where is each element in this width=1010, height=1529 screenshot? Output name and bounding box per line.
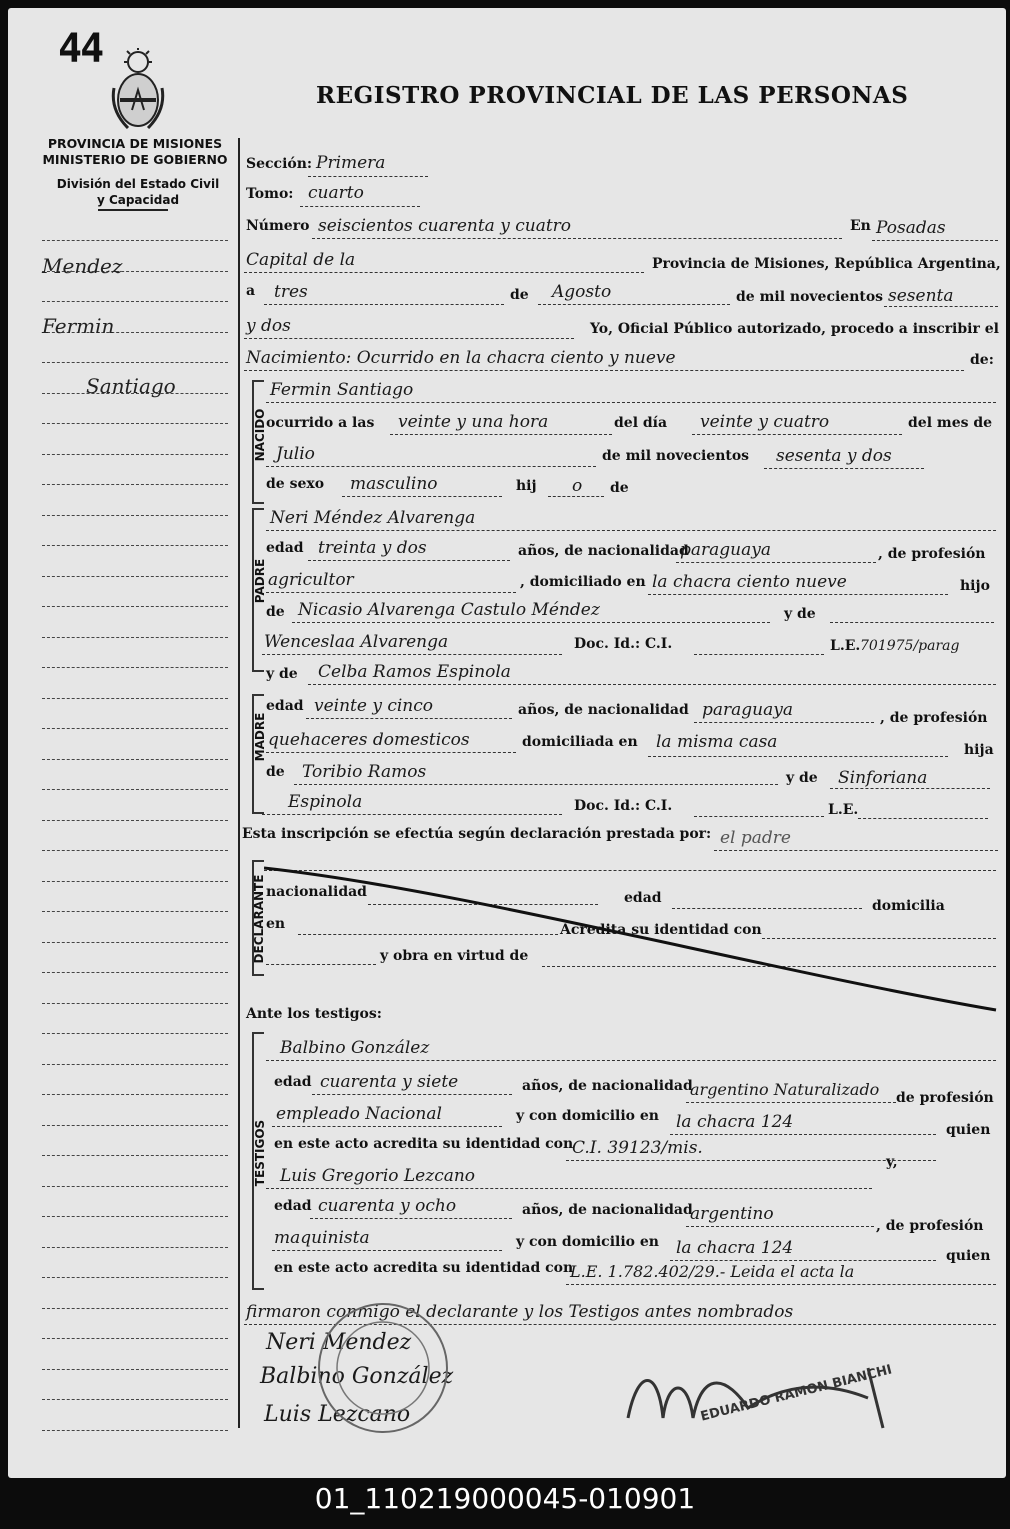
margin-rule-line [42,423,228,424]
cross-out-line [264,860,998,1020]
official-seal-stamp [308,1298,458,1438]
margin-rule-line [42,1155,228,1156]
label-padre-hijo: hijo [960,578,990,594]
value-numero: seiscientos cuarenta y cuatro [318,216,572,236]
margin-rule-line [42,362,228,363]
margin-rule-line [42,850,228,851]
margin-rule-line [42,1338,228,1339]
value-madre-nombre: Celba Ramos Espinola [318,662,511,682]
label-hij: hij [516,478,537,494]
label-t2-acredita: en este acto acredita su identidad con [274,1260,574,1276]
value-madre-de: Toribio Ramos [302,762,427,782]
value-padre-de: Nicasio Alvarenga Castulo Méndez [298,600,600,620]
header-line-1: PROVINCIA DE MISIONES [47,136,223,151]
label-tomo: Tomo: [246,186,294,202]
margin-rule-line [42,1033,228,1034]
value-t1-nombre: Balbino González [280,1038,430,1058]
value-hij: o [572,476,583,496]
margin-rule-line [42,545,228,546]
label-t2-profesion: , de profesión [876,1218,984,1234]
label-madre-profesion: , de profesión [880,710,988,726]
value-t2-edad: cuarenta y ocho [318,1196,457,1216]
value-nombre: Fermin Santiago [270,380,414,400]
label-t1-acredita: en este acto acredita su identidad con [274,1136,574,1152]
value-tomo: cuarto [308,183,364,203]
value-declarante: el padre [720,828,791,848]
label-t1-quien: quien [946,1122,991,1138]
label-decl-nacionalidad: nacionalidad [266,884,367,900]
label-decl-acredita: Acredita su identidad con [560,922,762,938]
value-madre-y-de: Sinforiana [838,768,928,788]
header-block [40,136,230,168]
margin-rule-line [42,667,228,668]
value-mes-nac: Julio [276,444,315,464]
label-padre-le: L.E. [830,638,861,654]
margin-surname: Mendez [42,254,123,278]
official-name-stamp: EDUARDO RAMON BIANCHI [699,1362,894,1425]
label-numero: Número [246,218,310,234]
margin-rule-line [42,1308,228,1309]
label-padre-edad: edad [266,540,304,556]
margin-rule-line [42,972,228,973]
signature-testigo-2: Luis Lezcano [264,1402,411,1427]
label-seccion: Sección: [246,156,313,172]
margin-rule-line [42,1369,228,1370]
margin-name-2: Santiago [86,374,176,398]
label-madre-nacionalidad: años, de nacionalidad [518,702,689,718]
label-decl-domicilia: domicilia [872,898,945,914]
label-madre-edad: edad [266,698,304,714]
label-madre-de: de [266,764,285,780]
margin-rule-line [42,1186,228,1187]
value-t1-prof: empleado Nacional [276,1104,442,1124]
label-padre-nacionalidad: años, de nacionalidad [518,543,689,559]
value-en: Posadas [876,218,946,238]
value-madre-prof: quehaceres domesticos [268,730,470,750]
header-line-2: MINISTERIO DE GOBIERNO [42,152,228,167]
value-anio-1: sesenta [888,286,954,306]
margin-rule-line [42,1399,228,1400]
margin-rule-line [42,1216,228,1217]
label-madre-doc-id: Doc. Id.: C.I. [574,798,673,814]
coat-of-arms-icon [108,48,168,132]
value-padre-prof: agricultor [268,570,354,590]
label-decl-edad: edad [624,890,662,906]
value-madre-nac: paraguaya [702,700,793,720]
margin-name-1: Fermin [42,314,115,338]
margin-rule-line [42,1064,228,1065]
label-t1-edad: edad [274,1074,312,1090]
label-madre-domiciliada: domiciliada en [522,734,638,750]
value-dia: tres [274,282,308,302]
document-title: REGISTRO PROVINCIAL DE LAS PERSONAS [316,82,909,109]
margin-rule-line [42,942,228,943]
label-de-padres: de [610,480,629,496]
value-padre-dom: la chacra ciento nueve [652,572,847,592]
margin-divider [238,138,240,1428]
header-line-3: División del Estado Civil [56,177,220,191]
value-hora: veinte y una hora [398,412,549,432]
value-cierre: firmaron conmigo el declarante y los Testigos antes nombrados [246,1302,794,1322]
value-t1-edad: cuarenta y siete [320,1072,459,1092]
value-seccion: Primera [316,153,386,173]
image-identifier: 01_110219000045-010901 [314,1482,696,1515]
margin-rule-line [42,606,228,607]
label-t2-quien: quien [946,1248,991,1264]
label-madre-hija: hija [964,742,994,758]
margin-rule-line [42,454,228,455]
label-madre-y-de: y de [266,666,298,682]
margin-rule-line [42,1125,228,1126]
header-line-4: y Capacidad [96,193,180,207]
label-t1-domicilio: y con domicilio en [516,1108,659,1124]
value-t1-doc: C.I. 39123/mis. [572,1138,703,1158]
label-mil-novecientos: de mil novecientos [736,289,884,305]
margin-rule-line [42,576,228,577]
label-t1-nacionalidad: años, de nacionalidad [522,1078,693,1094]
margin-rule-line [42,1003,228,1004]
value-madre-de-2: Espinola [288,792,363,812]
value-padre-edad: treinta y dos [318,538,427,558]
margin-rule-line [42,1094,228,1095]
label-decl-en: en [266,916,286,932]
header-underline [98,209,168,211]
label-t2-nacionalidad: años, de nacionalidad [522,1202,693,1218]
margin-rule-line [42,637,228,638]
value-madre-edad: veinte y cinco [314,696,434,716]
label-sexo: de sexo [266,476,325,492]
label-t2-y: y, [886,1154,898,1170]
value-padre-le: 701975/parag [860,638,960,654]
label-madre-y-de2: y de [786,770,818,786]
label-t2-edad: edad [274,1198,312,1214]
margin-rule-line [42,789,228,790]
margin-rule-line [42,911,228,912]
value-dia-nac: veinte y cuatro [700,412,830,432]
signature-padre: Neri Mendez [266,1330,412,1355]
margin-rule-line [42,698,228,699]
side-label-testigos: TESTIGOS [253,1119,267,1187]
margin-rule-line [42,1277,228,1278]
margin-rule-line [42,820,228,821]
label-madre-le: L.E. [828,802,859,818]
label-t1-profesion: de profesión [896,1090,994,1106]
header-subblock [48,176,228,208]
label-padre-domiciliado: , domiciliado en [520,574,646,590]
value-sexo: masculino [350,474,438,494]
value-anio-2: y dos [246,316,291,336]
label-en: En [850,218,871,234]
value-t2-nombre: Luis Gregorio Lezcano [280,1166,476,1186]
label-a: a [246,283,256,299]
document-page [8,8,1006,1478]
value-capital: Capital de la [246,250,356,270]
label-provincia: Provincia de Misiones, República Argentina, [652,256,1001,272]
margin-rule-line [42,759,228,760]
margin-rule-line [42,240,228,241]
label-t2-domicilio: y con domicilio en [516,1234,659,1250]
label-padre-de: de [266,604,285,620]
margin-rule-line [42,1247,228,1248]
margin-rule-line [42,301,228,302]
side-label-nacido: NACIDO [253,408,267,462]
value-padre-nac: paraguaya [680,540,771,560]
label-del-dia: del día [614,415,668,431]
label-padre-profesion: , de profesión [878,546,986,562]
label-esta-inscripcion: Esta inscripción se efectúa según declaración prestada por: [242,826,712,842]
label-del-mes: del mes de [908,415,993,431]
label-de-mes: de [510,287,529,303]
signature-testigo-1: Balbino González [260,1364,454,1389]
label-padre-y-de: y de [784,606,816,622]
label-ante-testigos: Ante los testigos: [246,1006,382,1022]
label-yo-oficial: Yo, Oficial Público autorizado, procedo a inscribir el [590,321,999,337]
margin-rule-line [42,728,228,729]
label-mil-nov-2: de mil novecientos [602,448,750,464]
value-t2-dom: la chacra 124 [676,1238,794,1258]
value-t2-prof: maquinista [274,1228,370,1248]
margin-rule-line [42,1430,228,1431]
label-decl-obra: y obra en virtud de [380,948,529,964]
label-de-colon: de: [970,352,994,368]
value-t1-dom: la chacra 124 [676,1112,794,1132]
side-label-padre: PADRE [253,558,267,604]
value-anio-nac: sesenta y dos [776,446,892,466]
value-padre-nombre: Neri Méndez Alvarenga [270,508,476,528]
value-t2-nac: argentino [690,1204,774,1224]
value-mes: Agosto [552,282,612,302]
value-t1-nac: argentino Naturalizado [690,1080,880,1099]
value-t2-doc: L.E. 1.782.402/29.- Leida el acta la [570,1262,855,1281]
value-madre-dom: la misma casa [656,732,778,752]
label-padre-doc-id: Doc. Id.: C.I. [574,636,673,652]
label-ocurrido: ocurrido a las [266,415,375,431]
margin-rule-line [42,515,228,516]
value-padre-y-de: Wenceslaa Alvarenga [264,632,449,652]
side-label-declarante: DECLARANTE [252,874,266,964]
side-label-madre: MADRE [253,712,267,762]
margin-rule-line [42,881,228,882]
page-number: 44 [58,26,103,72]
margin-rule-line [42,484,228,485]
value-nacimiento: Nacimiento: Ocurrido en la chacra ciento y nueve [246,348,676,368]
